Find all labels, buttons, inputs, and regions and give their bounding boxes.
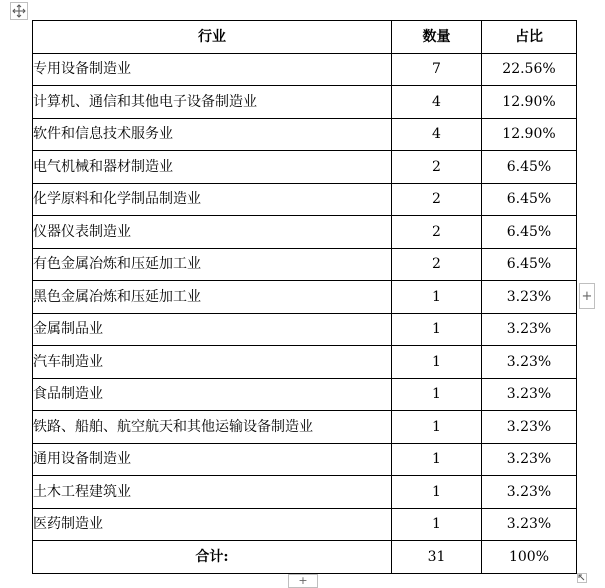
share-cell: 3.23% (482, 508, 577, 541)
share-cell: 6.45% (482, 183, 577, 216)
industry-cell: 医药制造业 (33, 508, 392, 541)
resize-corner-icon (578, 574, 586, 582)
count-cell: 1 (392, 443, 482, 476)
table-row (33, 508, 577, 541)
count-cell: 4 (392, 86, 482, 119)
share-cell: 3.23% (482, 378, 577, 411)
share-cell: 3.23% (482, 313, 577, 346)
table-row (33, 183, 577, 216)
count-cell: 1 (392, 281, 482, 314)
table-row (33, 346, 577, 379)
table-body (33, 53, 577, 541)
header-share: 占比 (482, 21, 577, 54)
share-cell: 6.45% (482, 216, 577, 249)
add-row-button[interactable]: + (288, 574, 318, 588)
count-cell: 7 (392, 53, 482, 86)
industry-cell: 专用设备制造业 (33, 53, 392, 86)
table-header-row (33, 21, 577, 54)
share-cell: 12.90% (482, 86, 577, 119)
industry-cell: 土木工程建筑业 (33, 476, 392, 509)
share-cell: 3.23% (482, 346, 577, 379)
industry-cell: 食品制造业 (33, 378, 392, 411)
count-cell: 2 (392, 248, 482, 281)
share-cell: 3.23% (482, 281, 577, 314)
share-cell: 22.56% (482, 53, 577, 86)
count-cell: 4 (392, 118, 482, 151)
table-resize-handle[interactable] (577, 573, 587, 583)
industry-cell: 通用设备制造业 (33, 443, 392, 476)
table-row (33, 443, 577, 476)
count-cell: 1 (392, 411, 482, 444)
share-cell: 3.23% (482, 476, 577, 509)
industry-cell: 软件和信息技术服务业 (33, 118, 392, 151)
share-cell: 12.90% (482, 118, 577, 151)
table-move-handle[interactable] (10, 2, 28, 20)
industry-cell: 化学原料和化学制品制造业 (33, 183, 392, 216)
add-column-button[interactable]: + (579, 283, 595, 309)
industry-cell: 金属制品业 (33, 313, 392, 346)
share-cell: 6.45% (482, 248, 577, 281)
table-row (33, 53, 577, 86)
count-cell: 1 (392, 378, 482, 411)
count-cell: 2 (392, 151, 482, 184)
table-row (33, 248, 577, 281)
table-row (33, 281, 577, 314)
table-row (33, 378, 577, 411)
industry-cell: 有色金属冶炼和压延加工业 (33, 248, 392, 281)
industry-cell: 黑色金属冶炼和压延加工业 (33, 281, 392, 314)
header-industry: 行业 (33, 21, 392, 54)
table-row (33, 86, 577, 119)
count-cell: 1 (392, 313, 482, 346)
total-row (33, 541, 577, 574)
table-row (33, 411, 577, 444)
count-cell: 1 (392, 346, 482, 379)
industry-cell: 计算机、通信和其他电子设备制造业 (33, 86, 392, 119)
table-row (33, 476, 577, 509)
count-cell: 2 (392, 183, 482, 216)
header-count: 数量 (392, 21, 482, 54)
industry-cell: 仪器仪表制造业 (33, 216, 392, 249)
count-cell: 1 (392, 476, 482, 509)
table-row (33, 313, 577, 346)
table-row (33, 151, 577, 184)
table-row (33, 118, 577, 151)
move-arrows-icon (12, 4, 26, 18)
industry-cell: 铁路、船舶、航空航天和其他运输设备制造业 (33, 411, 392, 444)
industry-cell: 电气机械和器材制造业 (33, 151, 392, 184)
total-count: 31 (392, 541, 482, 574)
table-row (33, 216, 577, 249)
industry-table (32, 20, 577, 574)
share-cell: 3.23% (482, 443, 577, 476)
share-cell: 6.45% (482, 151, 577, 184)
count-cell: 1 (392, 508, 482, 541)
total-share: 100% (482, 541, 577, 574)
count-cell: 2 (392, 216, 482, 249)
industry-cell: 汽车制造业 (33, 346, 392, 379)
share-cell: 3.23% (482, 411, 577, 444)
total-label: 合计: (33, 541, 392, 574)
